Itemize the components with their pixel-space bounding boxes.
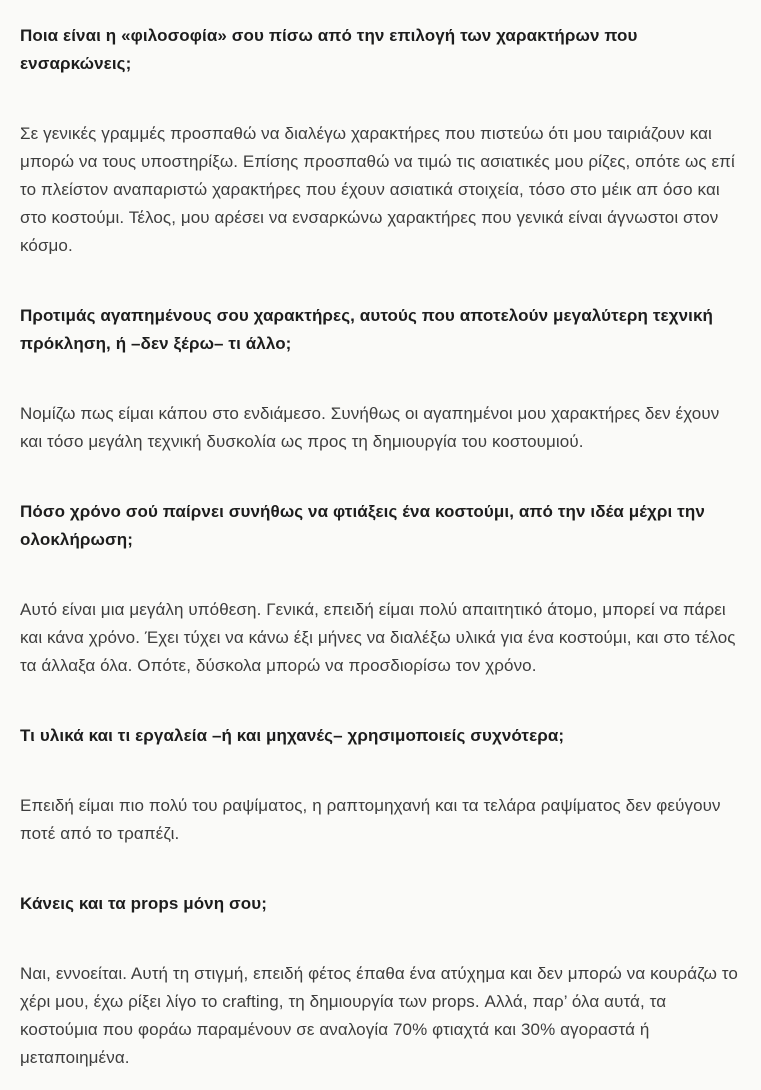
interview-question-3: Πόσο χρόνο σού παίρνει συνήθως να φτιάξεις ένα κοστούμι, από την ιδέα μέχρι την ολοκλήρωση; (20, 502, 705, 549)
interview-question-5: Κάνεις και τα props μόνη σου; (20, 894, 268, 913)
interview-answer-5: Ναι, εννοείται. Αυτή τη στιγμή, επειδή φέτος έπαθα ένα ατύχημα και δεν μπορώ να κουράζω το χέρι μου, έχω ρίξει λίγο το crafting, τη δημιουργία των props. Αλλά, παρ’ όλα αυτά, τα κοστούμια που φοράω παραμένουν σε αναλογία 70% φτιαχτά και 30% αγοραστά ή μεταποιημένα. (20, 964, 738, 1067)
interview-question-4: Τι υλικά και τι εργαλεία –ή και μηχανές– χρησιμοποιείς συχνότερα; (20, 726, 565, 745)
interview-question-1: Ποια είναι η «φιλοσοφία» σου πίσω από την επιλογή των χαρακτήρων που ενσαρκώνεις; (20, 26, 638, 73)
interview-answer-1: Σε γενικές γραμμές προσπαθώ να διαλέγω χαρακτήρες που πιστεύω ότι μου ταιριάζουν και μπορώ να τους υποστηρίξω. Επίσης προσπαθώ να τιμώ τις ασιατικές μου ρίζες, οπότε ως επί το πλείστον αναπαριστώ χαρακτήρες που έχουν ασιατικά στοιχεία, τόσο στο μέικ απ όσο και στο κοστούμι. Τέλος, μου αρέσει να ενσαρκώνω χαρακτήρες που γενικά είναι άγνωστοι στον κόσμο. (20, 124, 735, 255)
interview-answer-4: Επειδή είμαι πιο πολύ του ραψίματος, η ραπτομηχανή και τα τελάρα ραψίματος δεν φεύγουν ποτέ από το τραπέζι. (20, 796, 721, 843)
interview-answer-2: Νομίζω πως είμαι κάπου στο ενδιάμεσο. Συνήθως οι αγαπημένοι μου χαρακτήρες δεν έχουν και τόσο μεγάλη τεχνική δυσκολία ως προς τη δημιουργία του κοστουμιού. (20, 404, 720, 451)
interview-answer-3: Αυτό είναι μια μεγάλη υπόθεση. Γενικά, επειδή είμαι πολύ απαιτητικό άτομο, μπορεί να πάρει και κάνα χρόνο. Έχει τύχει να κάνω έξι μήνες να διαλέξω υλικά για ένα κοστούμι, και στο τέλος τα άλλαξα όλα. Οπότε, δύσκολα μπορώ να προσδιορίσω τον χρόνο. (20, 600, 736, 675)
interview-question-2: Προτιμάς αγαπημένους σου χαρακτήρες, αυτούς που αποτελούν μεγαλύτερη τεχνική πρόκληση, ή –δεν ξέρω– τι άλλο; (20, 306, 714, 353)
